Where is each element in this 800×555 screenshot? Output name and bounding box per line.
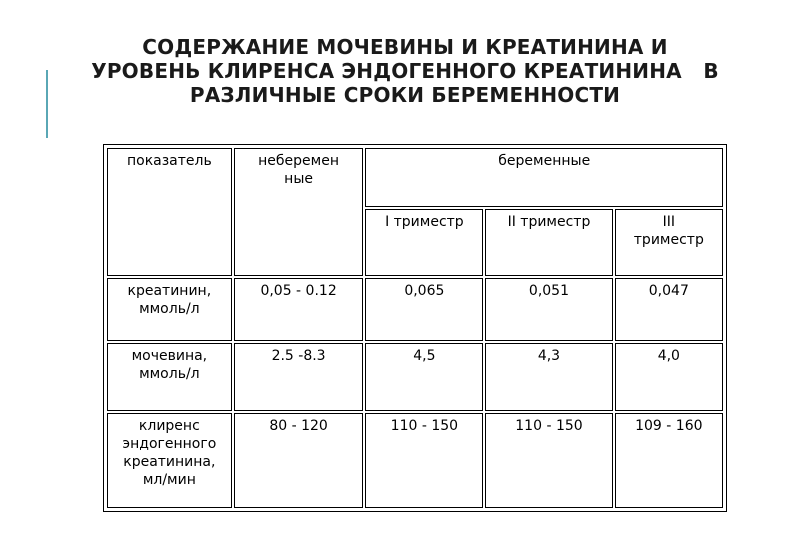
cell-trimester-3: 0,047: [615, 278, 723, 341]
row-label: [107, 413, 232, 508]
row-label-line: клиренс: [138, 417, 200, 434]
header-trimester-2-label: II триместр: [507, 214, 591, 231]
header-trimester-2: [485, 209, 612, 276]
header-pregnant-label: беременные: [498, 153, 591, 169]
row-label-line: ммоль/л: [139, 365, 200, 382]
cell-non-pregnant: 0,05 - 0.12: [234, 278, 364, 341]
header-trimester-3-line-2: триместр: [633, 232, 704, 249]
row-label-line: мл/мин: [142, 471, 196, 488]
table-row-creatinine: [107, 278, 723, 341]
row-label: [107, 278, 232, 341]
header-trimester-3: [615, 209, 723, 276]
cell-non-pregnant: 80 - 120: [234, 413, 364, 508]
row-label-line: креатинин,: [127, 283, 212, 300]
table-row-clearance: [107, 413, 723, 508]
header-non-pregnant-line-1: неберемен: [258, 153, 339, 169]
title-line-3: РАЗЛИЧНЫЕ СРОКИ БЕРЕМЕННОСТИ: [189, 83, 621, 107]
cell-trimester-2: 0,051: [485, 278, 612, 341]
header-row-1: [107, 148, 723, 207]
cell-trimester-3: 109 - 160: [615, 413, 723, 508]
data-table-frame: [103, 144, 727, 512]
header-trimester-3-line-1: III: [662, 214, 676, 231]
cell-trimester-1: 4,5: [365, 343, 483, 411]
row-label-line: эндогенного: [122, 435, 217, 452]
row-label-line: мочевина,: [131, 347, 208, 364]
header-trimester-1-label: I триместр: [385, 214, 464, 231]
cell-trimester-2: 110 - 150: [485, 413, 612, 508]
slide-title: [40, 35, 770, 107]
header-trimester-1: [365, 209, 483, 276]
header-indicator-label: показатель: [126, 153, 212, 169]
cell-trimester-3: 4,0: [615, 343, 723, 411]
cell-trimester-2: 4,3: [485, 343, 612, 411]
cell-trimester-1: 110 - 150: [365, 413, 483, 508]
cell-trimester-1: 0,065: [365, 278, 483, 341]
row-label: [107, 343, 232, 411]
title-line-2: УРОВЕНЬ КЛИРЕНСА ЭНДОГЕННОГО КРЕАТИНИНА В: [91, 59, 719, 83]
data-table: [105, 146, 725, 510]
header-pregnant: [365, 148, 723, 207]
header-indicator: [107, 148, 232, 276]
row-label-line: ммоль/л: [139, 301, 200, 318]
cell-non-pregnant: 2.5 -8.3: [234, 343, 364, 411]
table-row-urea: [107, 343, 723, 411]
row-label-line: креатинина,: [123, 453, 216, 470]
header-non-pregnant: [234, 148, 364, 276]
header-non-pregnant-line-2: ные: [284, 171, 313, 187]
title-line-1: СОДЕРЖАНИЕ МОЧЕВИНЫ И КРЕАТИНИНА И: [142, 35, 668, 59]
